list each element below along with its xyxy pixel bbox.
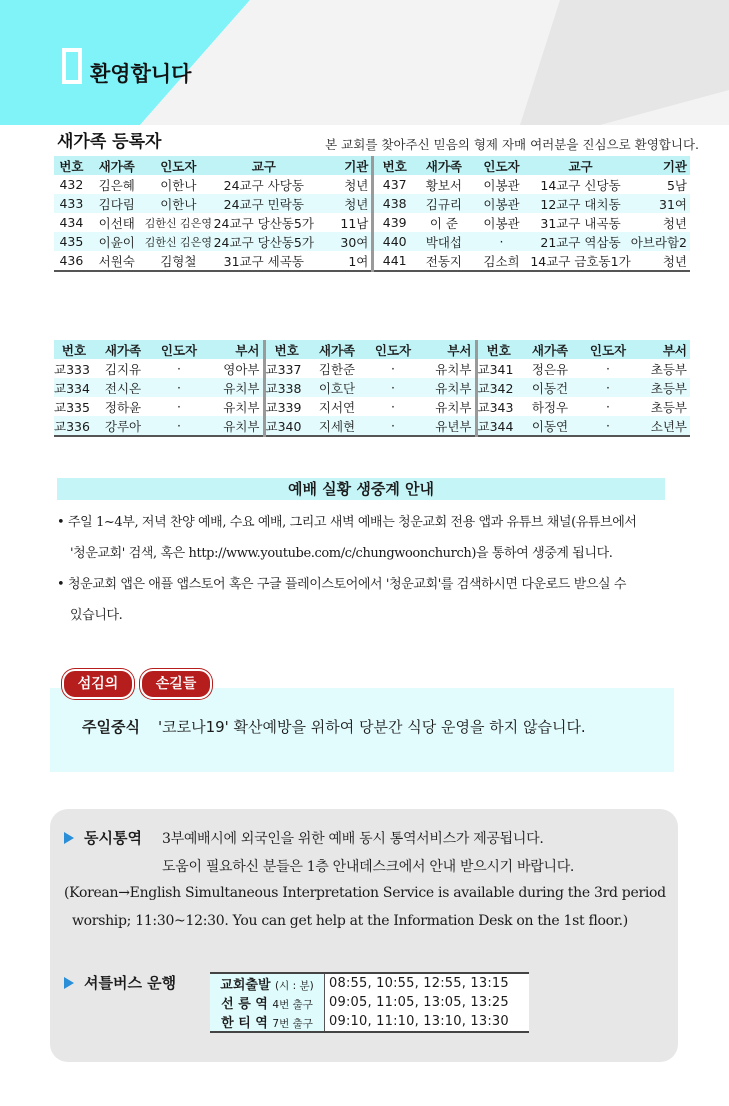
cell-number: 교336 xyxy=(54,416,94,436)
col-header: 새가족 xyxy=(308,340,366,359)
cell-number: 438 xyxy=(373,194,415,213)
cell-name: 이동연 xyxy=(520,416,580,436)
live-line-1 xyxy=(57,511,637,530)
cell-dept: 청년 xyxy=(316,194,373,213)
cell-dept: 유치부 xyxy=(206,378,264,397)
col-header: 교구 xyxy=(530,156,630,175)
cell-name: 전시온 xyxy=(94,378,152,397)
col-header: 새가족 xyxy=(94,340,152,359)
cell-number: 교340 xyxy=(264,416,308,436)
cell-parish xyxy=(212,232,316,251)
col-header: 교구 xyxy=(212,156,316,175)
shuttle-table xyxy=(210,972,529,1033)
stop-name: 교회출발 xyxy=(220,978,271,993)
cell-dept: 30여 xyxy=(316,232,373,251)
cell-name: 김지유 xyxy=(104,361,142,377)
cell-name: 박대섭 xyxy=(415,232,473,251)
cell-dept: 유치부 xyxy=(435,361,472,377)
live-line-4: 있습니다. xyxy=(70,608,123,623)
bullet: • xyxy=(57,515,65,530)
table-row xyxy=(54,251,690,271)
shuttle-stop xyxy=(210,1012,325,1032)
cell-name: 이윤이 xyxy=(89,232,145,251)
manners-text: '코로나19' 확산예방을 위하여 당분간 식당 운영을 하지 않습니다. xyxy=(157,718,586,736)
cell-guide: · xyxy=(366,378,420,397)
shuttle-row xyxy=(210,973,529,993)
cell-guide: 이봉관 xyxy=(483,215,520,231)
district: 내곡동 xyxy=(584,215,621,231)
parish: 24교구 xyxy=(213,234,254,250)
col-header: 인도자 xyxy=(145,156,212,175)
cell-number: 교339 xyxy=(264,397,308,416)
cell-guide: · xyxy=(152,416,206,436)
cell-number: 교334 xyxy=(54,378,94,397)
col-header: 새가족 xyxy=(520,340,580,359)
cell-dept: 유년부 xyxy=(420,416,476,436)
cell-number: 439 xyxy=(373,213,415,232)
col-header: 새가족 xyxy=(89,156,145,175)
shuttle-row xyxy=(210,993,529,1012)
cell-name: 황보서 xyxy=(425,177,462,193)
live-line-3 xyxy=(57,573,626,592)
cell-guide: 김한신 김은영 xyxy=(144,216,212,230)
district: 역삼동 xyxy=(584,234,621,250)
district: 금호동1가 xyxy=(574,253,631,269)
stop-sub: 4번 출구 xyxy=(272,999,313,1011)
cell-dept: 1여 xyxy=(316,251,373,271)
parish: 24교구 xyxy=(223,177,264,193)
triangle-bullet-icon xyxy=(64,977,74,989)
col-header: 부서 xyxy=(206,340,264,359)
parish: 14교구 xyxy=(530,253,571,269)
district: 신당동 xyxy=(584,177,621,193)
cell-dept: 소년부 xyxy=(636,416,690,436)
district: 민락동 xyxy=(267,196,304,212)
stop-sub: 7번 출구 xyxy=(272,1018,313,1030)
interpretation-line-1: 3부예배시에 외국인을 위한 예배 동시 통역서비스가 제공됩니다. xyxy=(162,831,544,847)
parish: 24교구 xyxy=(213,215,254,231)
cell-parish xyxy=(530,175,630,194)
cell-number: 교333 xyxy=(54,361,90,377)
col-header: 인도자 xyxy=(366,340,420,359)
stop-sub: (시 : 분) xyxy=(275,980,314,992)
bullet: • xyxy=(57,577,65,592)
cell-guide: · xyxy=(606,399,610,414)
cell-guide: 이봉관 xyxy=(483,177,520,193)
registration-table xyxy=(54,156,690,272)
parish: 12교구 xyxy=(540,196,581,212)
cell-parish xyxy=(530,213,630,232)
cell-parish xyxy=(212,175,316,194)
district: 당산동5가 xyxy=(257,215,314,231)
shuttle-times: 08:55, 10:55, 12:55, 13:15 xyxy=(325,973,530,993)
shuttle-times: 09:10, 11:10, 13:10, 13:30 xyxy=(325,1012,530,1032)
shuttle-times: 09:05, 11:05, 13:05, 13:25 xyxy=(325,993,530,1012)
cell-dept: 유치부 xyxy=(206,416,264,436)
cell-number: 교344 xyxy=(476,416,520,436)
cell-name: 강루아 xyxy=(94,416,152,436)
cell-number: 441 xyxy=(373,251,415,271)
cell-name: 김다림 xyxy=(89,194,145,213)
col-header: 번호 xyxy=(373,156,415,175)
parish: 31교구 xyxy=(540,215,581,231)
cell-guide: · xyxy=(580,378,636,397)
shuttle-label: 셔틀버스 운행 xyxy=(84,974,177,992)
cell-guide: · xyxy=(606,361,610,376)
parish: 24교구 xyxy=(223,196,264,212)
parish: 14교구 xyxy=(540,177,581,193)
cell-name: 서원숙 xyxy=(89,251,145,271)
cell-parish xyxy=(530,194,630,213)
cell-guide: 이한나 xyxy=(145,194,212,213)
cell-number: 교335 xyxy=(54,399,90,415)
cell-name: 하정우 xyxy=(531,399,569,415)
cell-number: 433 xyxy=(54,194,89,213)
cell-guide: 김한신 김은영 xyxy=(145,232,212,251)
interpretation-line-3: (Korean→English Simultaneous Interpretation Service is available during the 3rd period xyxy=(64,885,666,901)
cell-number: 교342 xyxy=(476,378,520,397)
cell-number: 436 xyxy=(54,251,89,271)
cell-guide: · xyxy=(391,399,395,414)
col-header: 새가족 xyxy=(415,156,473,175)
registration-greeting: 본 교회를 찾아주신 믿음의 형제 자매 여러분을 진심으로 환영합니다. xyxy=(325,137,699,152)
col-header: 부서 xyxy=(420,340,476,359)
cell-guide: 김소희 xyxy=(473,251,531,271)
table-row xyxy=(54,175,690,194)
cell-number: 교341 xyxy=(476,359,520,378)
cell-dept: 5남 xyxy=(666,177,687,193)
cell-dept: 초등부 xyxy=(636,378,690,397)
manners-label: 주일중식 xyxy=(82,718,140,736)
cell-number: 교338 xyxy=(264,378,308,397)
cell-dept: 11남 xyxy=(340,215,369,231)
col-header: 기관 xyxy=(631,156,690,175)
cell-dept: 청년 xyxy=(662,215,687,231)
col-header: 번호 xyxy=(476,340,520,359)
cell-dept: 31여 xyxy=(631,194,690,213)
cell-guide: · xyxy=(152,378,206,397)
cell-guide: · xyxy=(473,232,531,251)
school-header-row xyxy=(54,340,690,359)
cell-guide: · xyxy=(391,361,395,376)
live-line-2: '청운교회' 검색, 혹은 http://www.youtube.com/c/chungwoonchurch)을 통하여 생중계 됩니다. xyxy=(70,546,613,561)
table-row xyxy=(54,378,690,397)
registration-title: 새가족 등록자 xyxy=(57,132,162,152)
interpretation-line-4: worship; 11:30~12:30. You can get help at the Information Desk on the 1st floor.) xyxy=(72,913,628,929)
live-text: 청운교회 앱은 애플 앱스토어 혹은 구글 플레이스토어에서 '청운교회'를 검색하시면 다운로드 받으실 수 xyxy=(68,577,627,592)
cell-number: 434 xyxy=(59,215,84,230)
cell-parish xyxy=(530,251,630,271)
cell-dept: 초등부 xyxy=(650,361,687,377)
cell-name: 김규리 xyxy=(415,194,473,213)
live-text: 주일 1~4부, 저녁 찬양 예배, 수요 예배, 그리고 새벽 예배는 청운교회 전용 앱과 유튜브 채널(유튜브에서 xyxy=(68,515,637,530)
registration-header-row xyxy=(54,156,690,175)
table-row xyxy=(54,359,690,378)
cell-dept: 초등부 xyxy=(650,399,687,415)
col-header: 번호 xyxy=(54,340,94,359)
district: 세곡동 xyxy=(267,253,304,269)
table-row xyxy=(54,232,690,251)
cell-dept: 영아부 xyxy=(223,361,260,377)
col-header: 인도자 xyxy=(580,340,636,359)
cell-dept: 청년 xyxy=(631,251,690,271)
cell-guide: 이한나 xyxy=(160,177,197,193)
col-header: 번호 xyxy=(264,340,308,359)
cell-parish xyxy=(212,213,316,232)
cell-dept: 유치부 xyxy=(435,399,472,415)
cell-name: 전동지 xyxy=(415,251,473,271)
cell-guide: · xyxy=(366,416,420,436)
cell-number: 437 xyxy=(373,175,415,194)
cell-number: 교337 xyxy=(264,359,308,378)
interpretation-label: 동시통역 xyxy=(84,829,142,847)
school-table xyxy=(54,340,690,437)
cell-dept: 유치부 xyxy=(223,399,260,415)
table-row xyxy=(54,194,690,213)
cell-name: 정하윤 xyxy=(104,399,142,415)
cell-number: 교343 xyxy=(476,397,520,416)
cell-name: 김은혜 xyxy=(98,177,135,193)
cell-number: 435 xyxy=(54,232,89,251)
district: 대치동 xyxy=(584,196,621,212)
stop-name: 한 티 역 xyxy=(221,1016,268,1031)
shuttle-stop xyxy=(210,993,325,1012)
col-header: 인도자 xyxy=(152,340,206,359)
manners-badge-1: 섬김의 xyxy=(62,669,134,699)
page-title: 환영합니다 xyxy=(90,62,192,86)
cell-number: 440 xyxy=(373,232,415,251)
parish: 21교구 xyxy=(540,234,581,250)
cell-name: 이 준 xyxy=(429,215,458,231)
cell-name: 지세현 xyxy=(308,416,366,436)
cell-parish xyxy=(212,251,316,271)
cell-guide: · xyxy=(177,399,181,414)
cell-dept: 유치부 xyxy=(420,378,476,397)
district: 당산동5가 xyxy=(257,234,314,250)
table-row xyxy=(54,213,690,232)
cell-dept: 아브라함2 xyxy=(631,232,690,251)
cell-guide: 이봉관 xyxy=(473,194,531,213)
manners-notice xyxy=(82,716,586,737)
cell-name: 이동건 xyxy=(520,378,580,397)
cell-name: 김한준 xyxy=(318,361,356,377)
cell-dept: 청년 xyxy=(344,177,369,193)
cell-number: 432 xyxy=(59,177,84,192)
cell-name: 이호단 xyxy=(308,378,366,397)
shuttle-stop xyxy=(210,973,325,993)
triangle-bullet-icon xyxy=(64,832,74,844)
col-header: 인도자 xyxy=(473,156,531,175)
cell-parish xyxy=(212,194,316,213)
stop-name: 선 릉 역 xyxy=(221,997,268,1012)
header-mark xyxy=(62,48,82,84)
cell-name: 지서연 xyxy=(318,399,356,415)
col-header: 부서 xyxy=(636,340,690,359)
cell-name: 정은유 xyxy=(531,361,569,377)
interpretation-line-2: 도움이 필요하신 분들은 1층 안내데스크에서 안내 받으시기 바랍니다. xyxy=(162,859,575,875)
cell-parish xyxy=(530,232,630,251)
table-row xyxy=(54,416,690,436)
manners-badge-2: 손길들 xyxy=(140,669,212,699)
cell-guide: · xyxy=(580,416,636,436)
col-header: 번호 xyxy=(54,156,89,175)
parish: 31교구 xyxy=(223,253,264,269)
cell-name: 이선태 xyxy=(98,215,135,231)
col-header: 기관 xyxy=(316,156,373,175)
shuttle-row xyxy=(210,1012,529,1032)
live-title: 예배 실황 생중계 안내 xyxy=(57,478,665,500)
cell-guide: · xyxy=(177,361,181,376)
table-row xyxy=(54,397,690,416)
district: 사당동 xyxy=(267,177,304,193)
cell-guide: 김형철 xyxy=(145,251,212,271)
